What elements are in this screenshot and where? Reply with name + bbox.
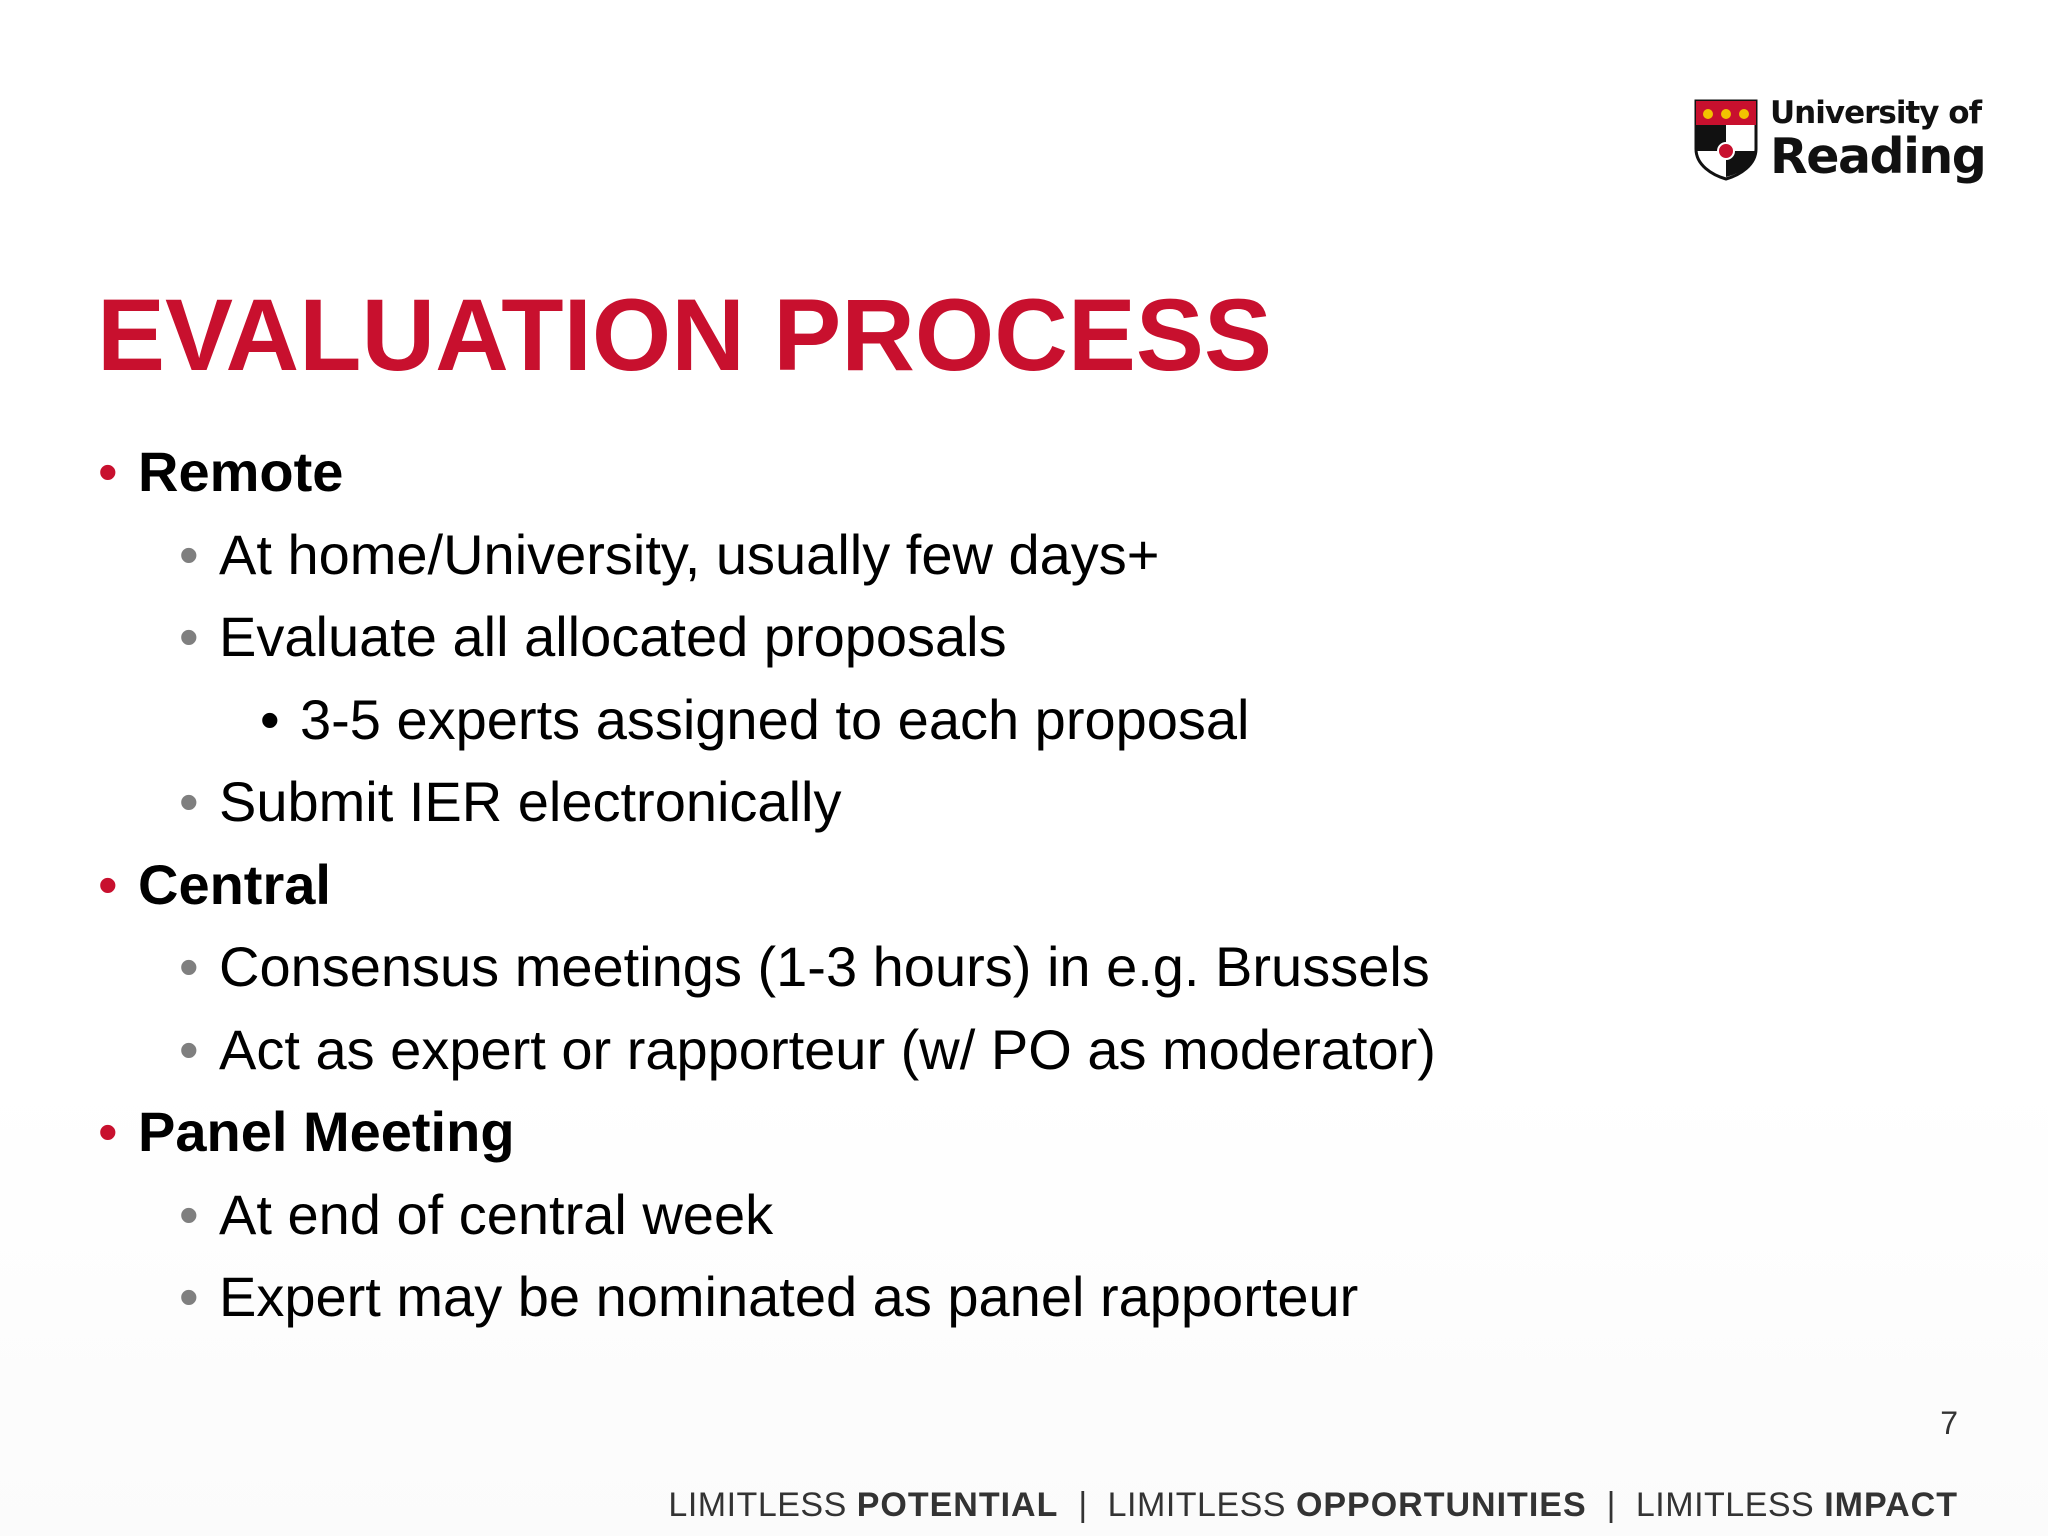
bullet-item-level-3 bbox=[260, 687, 1250, 752]
footer-tagline bbox=[668, 1486, 1958, 1525]
bullet-item-level-2 bbox=[179, 1182, 774, 1247]
tagline-prefix-2: LIMITLESS bbox=[1107, 1486, 1286, 1524]
bullet-item-level-2 bbox=[179, 522, 1160, 587]
bullet-item-level-1 bbox=[98, 440, 344, 504]
bullet-item-level-2 bbox=[179, 935, 1430, 999]
tagline-bold-2: OPPORTUNITIES bbox=[1295, 1486, 1587, 1524]
bullet-dot-icon: • bbox=[98, 1100, 118, 1163]
bullet-dot-icon: • bbox=[98, 852, 118, 916]
page-number: 7 bbox=[1940, 1405, 1958, 1441]
bullet-text: Remote bbox=[138, 440, 344, 503]
bullet-text: Central bbox=[138, 852, 331, 916]
tagline-separator: | bbox=[1606, 1486, 1616, 1524]
slide-title: EVALUATION PROCESS bbox=[97, 278, 1272, 392]
bullet-dot-icon: • bbox=[260, 687, 280, 751]
bullet-text: Expert may be nominated as panel rapporteur bbox=[219, 1265, 1359, 1328]
bullet-text: Submit IER electronically bbox=[219, 770, 842, 833]
bullet-dot-icon: • bbox=[179, 935, 199, 998]
tagline-prefix-3: LIMITLESS bbox=[1635, 1486, 1815, 1524]
bullet-dot-icon: • bbox=[179, 605, 199, 668]
bullet-text: Act as expert or rapporteur (w/ PO as moderator) bbox=[219, 1017, 1436, 1081]
tagline-separator: | bbox=[1078, 1486, 1088, 1524]
bullet-dot-icon: • bbox=[179, 1265, 199, 1328]
tagline-prefix-1: LIMITLESS bbox=[668, 1486, 847, 1524]
bullet-text: Consensus meetings (1-3 hours) in e.g. Brussels bbox=[219, 935, 1430, 998]
bullet-item-level-1 bbox=[98, 852, 331, 917]
bullet-item-level-2 bbox=[179, 605, 1007, 669]
bullet-text: 3-5 experts assigned to each proposal bbox=[300, 687, 1250, 751]
tagline-bold-3: IMPACT bbox=[1824, 1486, 1958, 1524]
bullet-item-level-2 bbox=[179, 1265, 1359, 1329]
bullet-item-level-1 bbox=[98, 1100, 515, 1164]
bullet-dot-icon: • bbox=[98, 440, 118, 503]
logo-line-1: University of bbox=[1770, 95, 1982, 131]
bullet-item-level-2 bbox=[179, 1017, 1436, 1082]
bullet-text: At end of central week bbox=[219, 1182, 774, 1246]
bullet-dot-icon: • bbox=[179, 522, 199, 586]
bullet-dot-icon: • bbox=[179, 1182, 199, 1246]
bullet-dot-icon: • bbox=[179, 770, 199, 833]
bullet-text: Evaluate all allocated proposals bbox=[219, 605, 1007, 668]
tagline-bold-1: POTENTIAL bbox=[856, 1486, 1059, 1524]
bullet-text: Panel Meeting bbox=[138, 1100, 515, 1163]
bullet-text: At home/University, usually few days+ bbox=[219, 522, 1160, 586]
bullet-item-level-2 bbox=[179, 770, 842, 834]
bullet-dot-icon: • bbox=[179, 1017, 199, 1081]
logo-line-2: Reading bbox=[1770, 128, 1986, 185]
